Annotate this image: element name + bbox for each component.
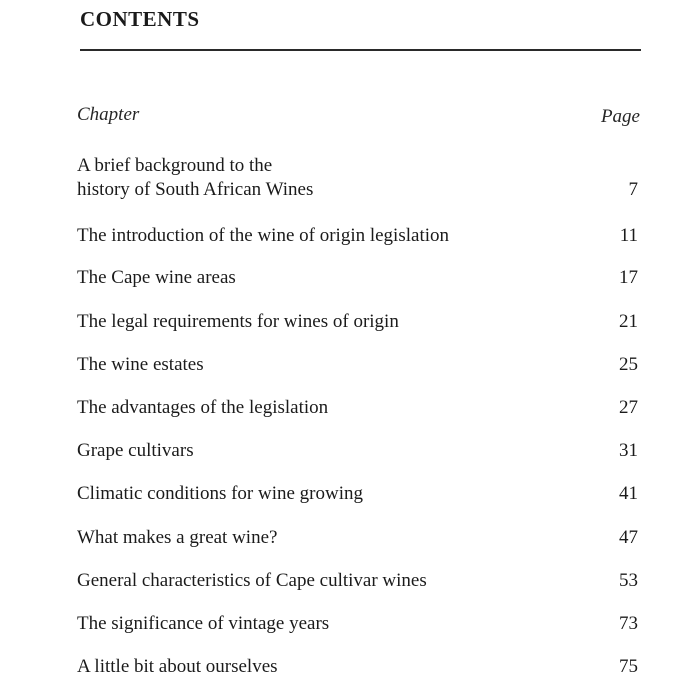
toc-entry-page: 11 — [619, 225, 638, 246]
page-column-heading: Page — [600, 106, 640, 127]
toc-entry-title: The introduction of the wine of origin legislation — [77, 225, 450, 246]
toc-entry[interactable] — [77, 482, 638, 506]
toc-entry[interactable] — [77, 396, 638, 420]
toc-entry[interactable] — [77, 569, 638, 593]
toc-entry-title: The legal requirements for wines of origin — [77, 311, 399, 332]
toc-entry-title: Climatic conditions for wine growing — [77, 483, 364, 504]
toc-entry-page: 17 — [619, 267, 638, 288]
toc-entry-page: 27 — [619, 397, 638, 418]
toc-entry-page: 25 — [619, 354, 638, 375]
toc-entry[interactable] — [77, 224, 638, 248]
chapter-column-heading: Chapter — [77, 104, 140, 125]
toc-entry-page: 75 — [619, 656, 638, 677]
toc-entry-title: The significance of vintage years — [77, 613, 330, 634]
toc-entry-title-line1: A brief background to the — [77, 155, 273, 176]
toc-entry[interactable] — [77, 310, 638, 334]
toc-entry-title: Grape cultivars — [77, 440, 194, 461]
toc-entry[interactable] — [77, 612, 638, 636]
toc-entry-title: The advantages of the legislation — [77, 397, 329, 418]
toc-entry-page: 41 — [619, 483, 638, 504]
toc-entry-title: A little bit about ourselves — [77, 656, 278, 677]
toc-entry-page: 31 — [619, 440, 638, 461]
toc-entry[interactable] — [77, 266, 638, 290]
toc-entry-title-line2: history of South African Wines — [77, 179, 314, 200]
toc-entry-title: The Cape wine areas — [77, 267, 236, 288]
toc-entry[interactable] — [77, 526, 638, 550]
toc-entry-page: 47 — [619, 527, 638, 548]
toc-entry-page: 7 — [628, 179, 638, 200]
page-title: CONTENTS — [80, 7, 200, 31]
toc-entry-title: What makes a great wine? — [77, 527, 278, 548]
toc-entry-title: General characteristics of Cape cultivar wines — [77, 570, 427, 591]
toc-entry[interactable] — [77, 655, 638, 679]
toc-entry[interactable] — [77, 154, 638, 202]
title-rule — [80, 49, 641, 51]
toc-entry-title: The wine estates — [77, 354, 204, 375]
toc-entry-page: 73 — [619, 613, 638, 634]
toc-entry-page: 53 — [619, 570, 638, 591]
toc-entry-page: 21 — [619, 311, 638, 332]
toc-entry[interactable] — [77, 353, 638, 377]
toc-entry[interactable] — [77, 439, 638, 463]
